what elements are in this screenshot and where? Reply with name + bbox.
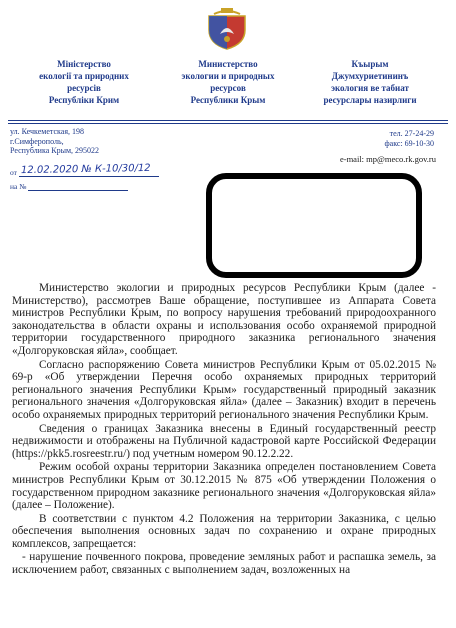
body-paragraph: Сведения о границах Заказника внесены в Единый государственный реестр недвижимости и отображены на Публичной кадастровой карте Российской Федерации (https://pkk5.rosreestr.ru/) под учетным номером 90.12.2.22. — [12, 422, 436, 460]
body-paragraph: Согласно распоряжению Совета министров Республики Крым от 05.02.2015 № 69-р «Об утверждении Перечня особо охраняемых природных территорий регионального значения Республики Крым» государственный природный заказник регионального значения «Долгоруковская яйла» (далее – Заказник) входит в перечень особо охраняемых природных территорий регионального значения Республики Крым. — [12, 358, 436, 421]
reference-to-line — [28, 190, 128, 191]
letterhead-line: ресурсів — [67, 83, 101, 93]
redacted-addressee-box — [206, 173, 422, 278]
letterhead-line: екології та природних — [39, 71, 129, 81]
reference-from-line — [19, 176, 159, 177]
letterhead-russian — [168, 58, 288, 106]
letterhead-line: ресурсов — [210, 83, 246, 93]
body-paragraph: Министерство экологии и природных ресурсов Республики Крым (далее - Министерство), рассмотрев Ваше обращение, поступившее из Аппарата Совета министров Республики Крым, по вопросу нарушения требований природоохранного законодательства в области охраны и использования особо охраняемой природной территории государственного природного заказника регионального значения «Долгоруковская яйла», сообщает. — [12, 282, 436, 357]
body-paragraph: В соответствии с пунктом 4.2 Положения на территории Заказника, с целью обеспечения выполнения основных задач по сохранению и охране природных комплексов, запрещается: — [12, 512, 436, 550]
postal-address — [10, 127, 99, 156]
fax-number: факс: 69-10-30 — [384, 138, 434, 148]
letterhead-divider — [8, 120, 448, 121]
letterhead-line: ресурслары назирлиги — [323, 95, 417, 105]
handwritten-reference-number: 12.02.2020 № К-10/30/12 — [20, 162, 151, 177]
address-line: Республика Крым, 295022 — [10, 146, 100, 155]
letterhead-ukrainian — [24, 58, 144, 106]
body-paragraph: Режим особой охраны территории Заказника определен постановлением Совета министров Республики Крым от 30.12.2015 № 875 «Об утверждении Положения о государственном природном заказнике регионального значения «Долгоруковская яйла» (далее – Положение). — [12, 461, 436, 512]
letterhead-divider-thin — [8, 123, 448, 124]
reference-from-label: от — [10, 168, 17, 177]
email-address: e-mail: mp@meco.rk.gov.ru — [339, 154, 436, 164]
crimea-coat-of-arms-icon — [206, 6, 248, 50]
letterhead-crimean-tatar — [300, 58, 440, 106]
letterhead-line: Міністерство — [57, 59, 111, 69]
phone-number: тел. 27-24-29 — [389, 129, 434, 138]
letterhead-line: Республіки Крим — [48, 95, 120, 105]
letterhead-line: Республики Крым — [190, 95, 266, 105]
contact-phones — [384, 129, 434, 148]
reference-to-label: на № — [10, 182, 27, 191]
letterhead-line: экология ве табиат — [331, 83, 409, 93]
address-line: г.Симферополь, — [10, 136, 64, 146]
address-line: ул. Кечкеметская, 198 — [10, 127, 85, 136]
letterhead-line: Къырым — [351, 59, 389, 69]
letterhead-line: экологии и природных — [181, 71, 275, 81]
body-list-item: - нарушение почвенного покрова, проведение земляных работ и распашка земель, за исключением работ, связанных с выполнением задач, возложенных на — [12, 551, 436, 577]
reference-to — [10, 182, 128, 191]
letter-body — [12, 282, 436, 577]
letterhead-line: Министерство — [198, 59, 258, 69]
letterhead-line: Джумхуриетининъ — [331, 71, 409, 81]
